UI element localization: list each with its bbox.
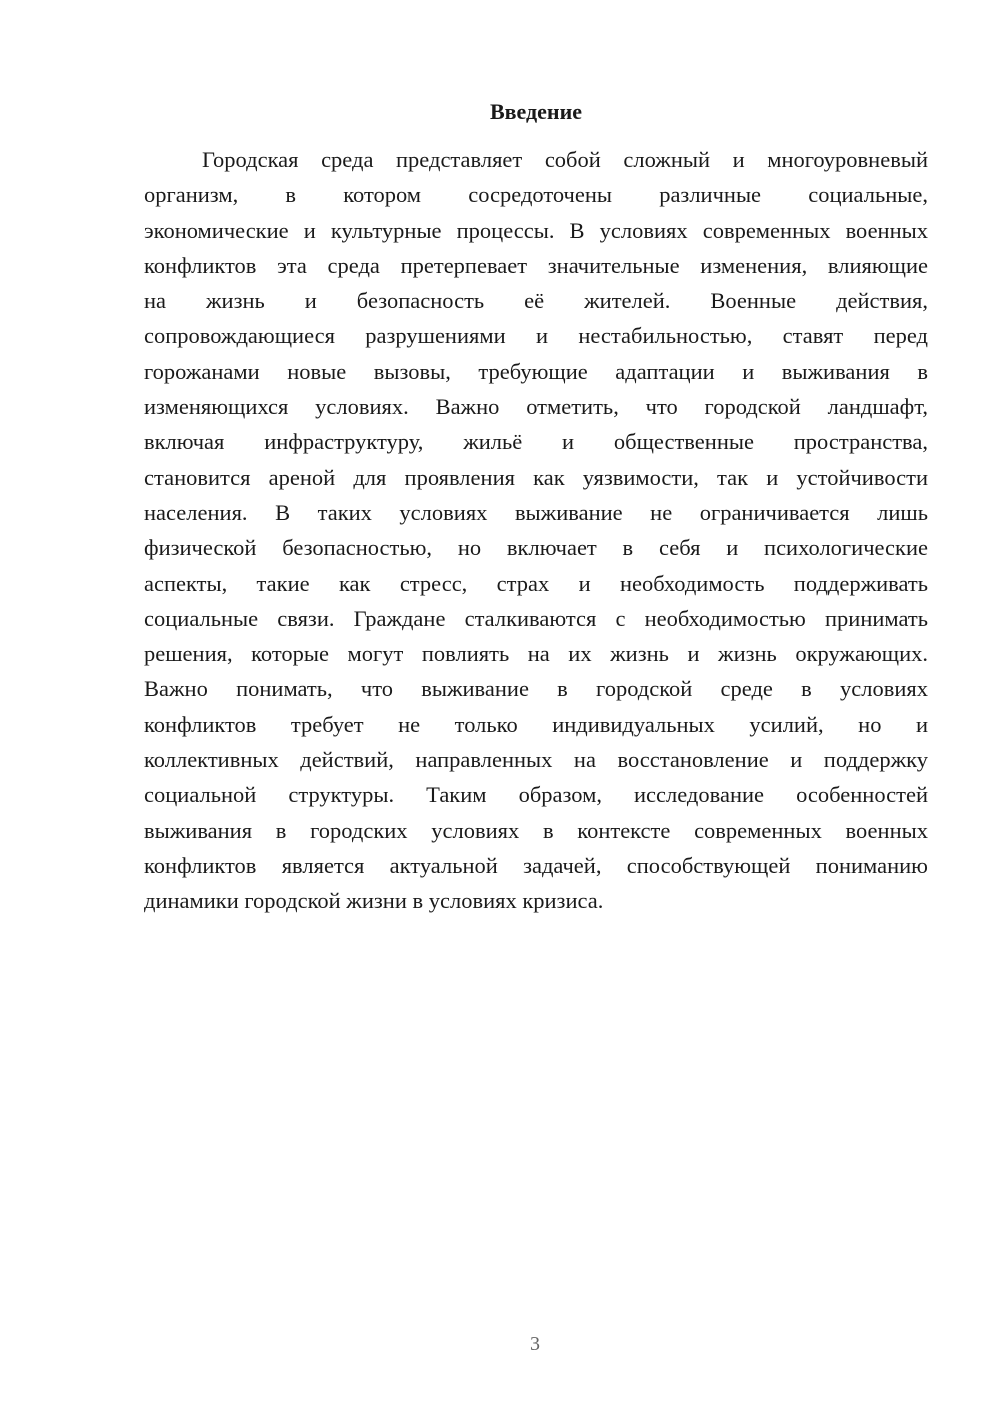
paragraph-line: конфликтов является актуальной задачей, способствующей пониманию [144, 852, 928, 878]
paragraph-line: на жизнь и безопасность её жителей. Военные действия, [144, 288, 928, 314]
paragraph-line: конфликтов требует не только индивидуальных усилий, но и [144, 711, 928, 737]
paragraph-line: сопровождающиеся разрушениями и нестабильностью, ставят перед [144, 323, 928, 349]
page-number: 3 [530, 1333, 540, 1355]
paragraph-line: динамики городской жизни в условиях кризиса. [144, 888, 604, 914]
paragraph-line: населения. В таких условиях выживание не ограничивается лишь [144, 499, 928, 525]
body-paragraph [144, 142, 928, 919]
paragraph-line: аспекты, такие как стресс, страх и необходимость поддерживать [144, 570, 928, 596]
paragraph-line: конфликтов эта среда претерпевает значительные изменения, влияющие [144, 252, 928, 278]
paragraph-line: горожанами новые вызовы, требующие адаптации и выживания в [144, 358, 928, 384]
paragraph-line: Городская среда представляет собой сложный и многоуровневый [202, 147, 928, 172]
paragraph-line: социальной структуры. Таким образом, исследование особенностей [144, 782, 928, 808]
paragraph-line: коллективных действий, направленных на восстановление и поддержку [144, 747, 928, 773]
paragraph-line: Важно понимать, что выживание в городской среде в условиях [144, 676, 928, 702]
paragraph-line: экономические и культурные процессы. В условиях современных военных [144, 217, 928, 243]
paragraph-line: становится ареной для проявления как уязвимости, так и устойчивости [144, 464, 928, 490]
paragraph-line: выживания в городских условиях в контексте современных военных [144, 817, 928, 843]
paragraph-line: решения, которые могут повлиять на их жизнь и жизнь окружающих. [144, 641, 928, 667]
paragraph-line: социальные связи. Граждане сталкиваются с необходимостью принимать [144, 605, 928, 631]
paragraph-line: организм, в котором сосредоточены различные социальные, [144, 182, 928, 208]
section-heading: Введение [489, 99, 583, 124]
paragraph-line: физической безопасностью, но включает в себя и психологические [144, 535, 928, 561]
paragraph-line: изменяющихся условиях. Важно отметить, что городской ландшафт, [144, 394, 928, 420]
paragraph-line: включая инфраструктуру, жильё и общественные пространства, [144, 429, 928, 455]
